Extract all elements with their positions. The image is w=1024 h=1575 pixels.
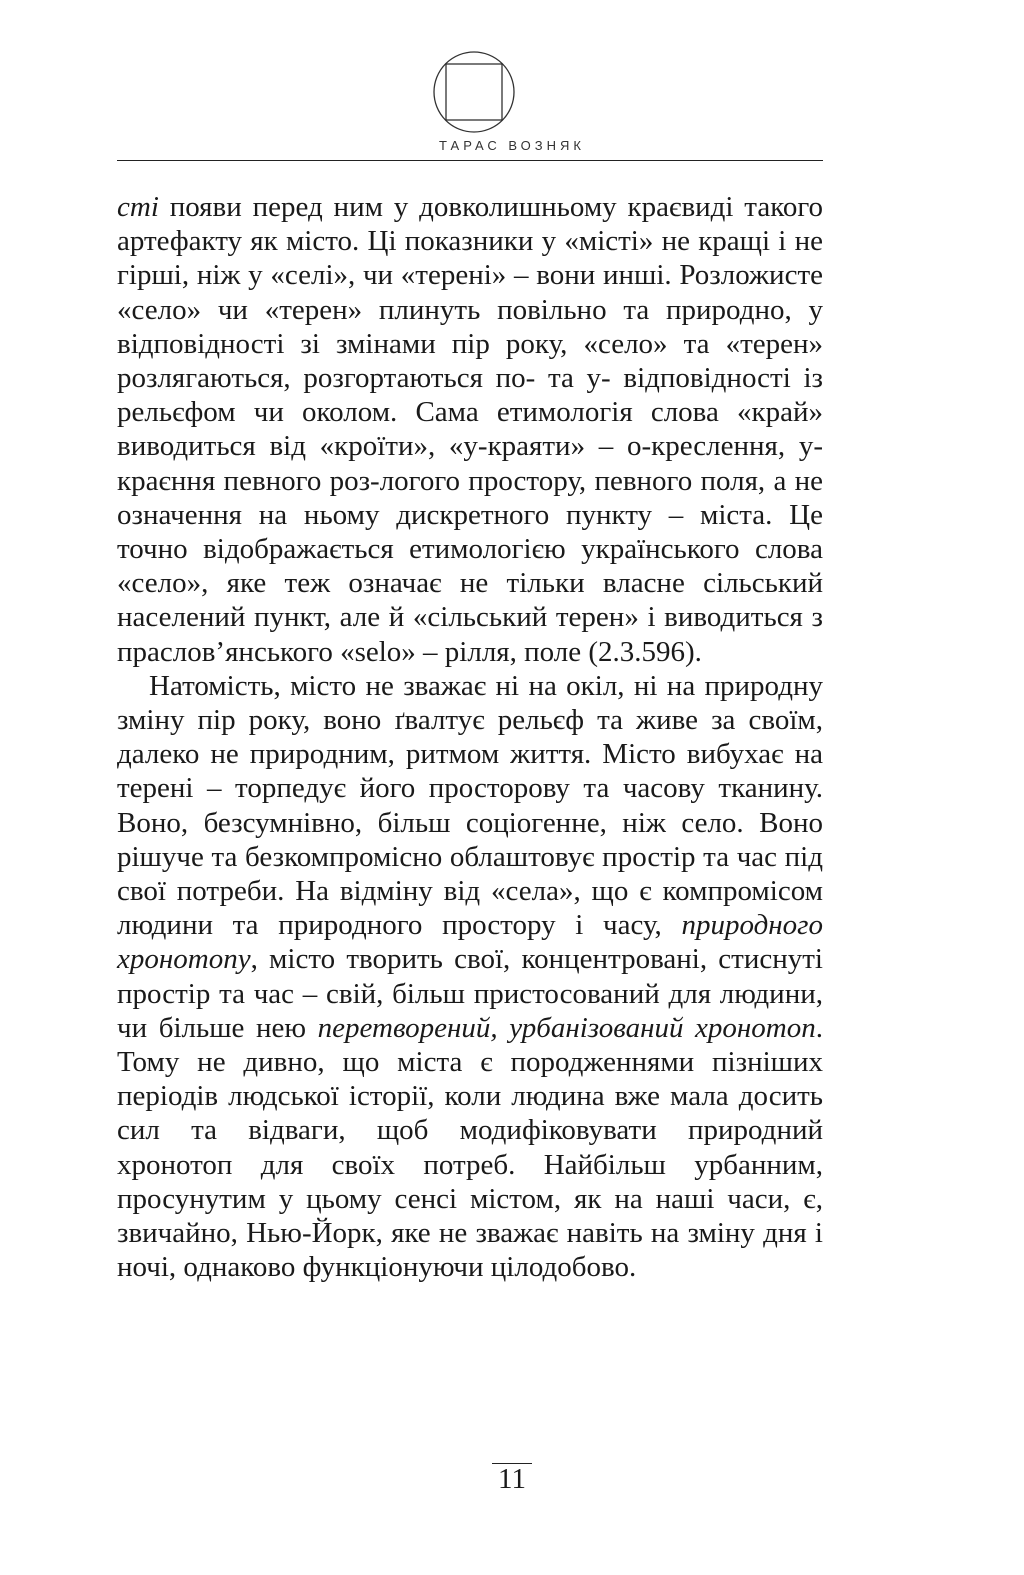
circle-square-emblem-icon	[432, 50, 516, 134]
body-text	[117, 190, 823, 1285]
italic-term-natural-chronotope: природного хронотопу	[117, 909, 823, 976]
footer	[0, 1463, 1024, 1494]
running-head-author: ТАРАС ВОЗНЯК	[439, 138, 585, 153]
italic-term-urbanized-chronotope: перетворений, урбанізований хронотоп	[317, 1011, 816, 1044]
text-fragment: Натомість, місто не зважає ні на окіл, ні на природну зміну пір року, воно ґвалтує рельєф та живе за своїм, далеко не природним, ритмом життя. Місто вибухає на терені – торпедує його просторову та часову тканину. Воно, безсумнівно, більш соціогенне, ніж село. Воно рішуче та безкомпромісно облаштовує простір та час під свої потреби. На відміну від «села», що є компромісом людини та природного простору і часу,	[117, 669, 823, 942]
page-number: 11	[492, 1463, 532, 1494]
text-fragment: , місто творить свої, концентровані, стиснуті простір та час – свій, більш пристосований для людини, чи більше нею	[117, 943, 823, 1044]
text-fragment: . Тому не дивно, що міста є породженнями пізніших періодів людської історії, коли людина вже мала досить сил та відваги, щоб модифіковувати природний хронотоп для своїх потреб. Найбільш урбанним, просунутим у цьому сенсі містом, як на наші часи, є, звичайно, Нью-Йорк, яке не зважає навіть на зміну дня і ночі, однаково функціонуючи цілодобово.	[117, 1011, 824, 1284]
header-rule	[117, 160, 823, 161]
text-fragment: появи перед ним у довколишньому краєвиді такого артефакту як місто. Ці показники у «місті» не кращі і не гірші, ніж у «селі», чи «терені» – вони инші. Розложисте «село» чи «терен» плинуть повільно та природно, у відповідності зі змінами пір року, «село» та «терен» розлягаються, розгортаються по- та у- відповідності із рельєфом чи околом. Сама етимологія слова «край» виводиться від «кроїти», «у-краяти» – о-креслення, у-краєння певного роз-логого простору, певного поля, а не означення на ньому дискретного пункту – міста. Це точно відображається етимологією українського слова «село», яке теж означає не тільки власне сільський населений пункт, але й «сільський терен» і виводиться з праслов’янського «selo» – рілля, поле (2.3.596).	[117, 191, 823, 668]
paragraph-1	[117, 190, 823, 669]
italic-fragment: сті	[117, 191, 159, 223]
paragraph-2	[117, 669, 823, 1285]
